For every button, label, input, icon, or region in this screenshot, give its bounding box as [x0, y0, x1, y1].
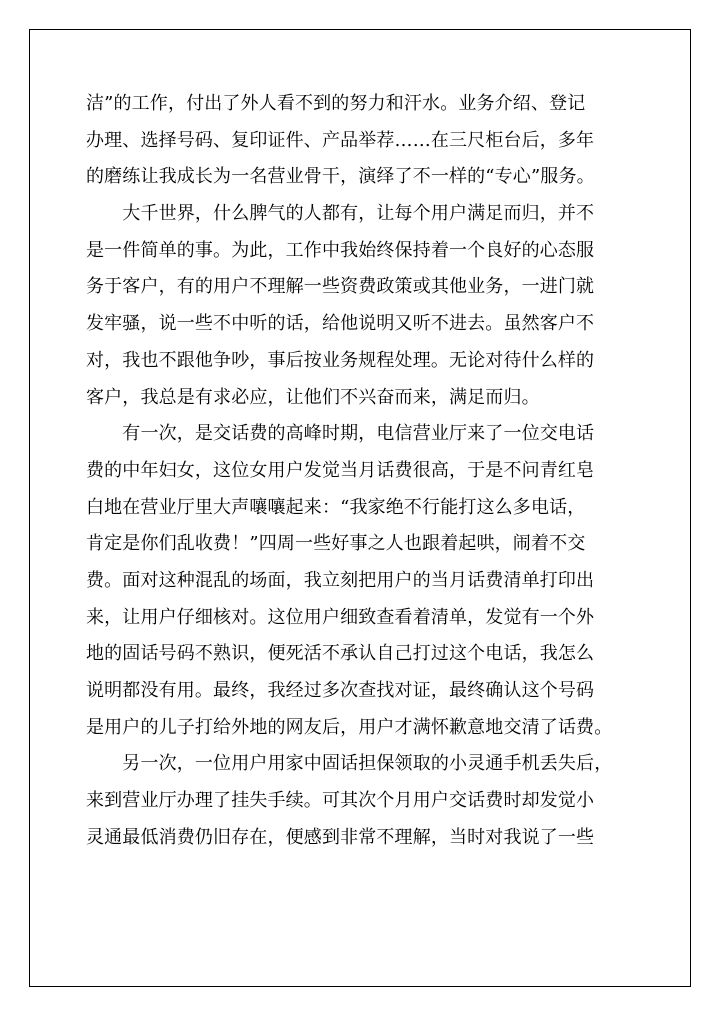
text-line: 的磨练让我成长为一名营业骨干，演绎了不一样的“专心”服务。	[86, 166, 595, 188]
text-line: 说明都没有用。最终，我经过多次查找对证，最终确认这个号码	[86, 680, 595, 701]
text-line: 另一次，一位用户用家中固话担保领取的小灵通手机丢失后，	[86, 753, 613, 775]
text-line: 白地在营业厅里大声嚷嚷起来：“我家绝不行能打这么多电话，	[86, 496, 586, 518]
text-line: 灵通最低消费仍旧存在，便感到非常不理解，当时对我说了一些	[86, 826, 595, 848]
text-line: 有一次，是交话费的高峰时期，电信营业厅来了一位交电话	[86, 423, 595, 445]
text-line: 务于客户，有的用户不理解一些资费政策或其他业务，一进门就	[86, 276, 595, 298]
text-line: 是用户的儿子打给外地的网友后，用户才满怀歉意地交清了话费。	[86, 716, 613, 738]
text-line: 肯定是你们乱收费！”四周一些好事之人也跟着起哄，闹着不交	[86, 533, 586, 555]
text-line: 洁”的工作，付出了外人看不到的努力和汗水。业务介绍、登记	[86, 93, 586, 114]
text-line: 费的中年妇女，这位女用户发觉当月话费很高，于是不问青红皂	[86, 459, 595, 481]
text-line: 费。面对这种混乱的场面，我立刻把用户的当月话费清单打印出	[86, 569, 595, 591]
text-line: 对，我也不跟他争吵，事后按业务规程处理。无论对待什么样的	[86, 349, 595, 371]
document-body	[86, 86, 634, 856]
text-line: 地的固话号码不熟识，便死活不承认自己打过这个电话，我怎么	[86, 643, 595, 665]
text-line: 客户，我总是有求必应，让他们不兴奋而来，满足而归。	[86, 386, 540, 408]
text-line: 大千世界，什么脾气的人都有，让每个用户满足而归，并不	[86, 203, 595, 225]
text-line: 发牢骚，说一些不中听的话，给他说明又听不进去。虽然客户不	[86, 313, 595, 335]
text-line: 办理、选择号码、复印证件、产品举荐……在三尺柜台后，多年	[86, 129, 595, 151]
text-line: 是一件简单的事。为此，工作中我始终保持着一个良好的心态服	[86, 239, 595, 261]
text-line: 来，让用户仔细核对。这位用户细致查看着清单，发觉有一个外	[86, 606, 595, 628]
text-line: 来到营业厅办理了挂失手续。可其次个月用户交话费时却发觉小	[86, 790, 595, 812]
